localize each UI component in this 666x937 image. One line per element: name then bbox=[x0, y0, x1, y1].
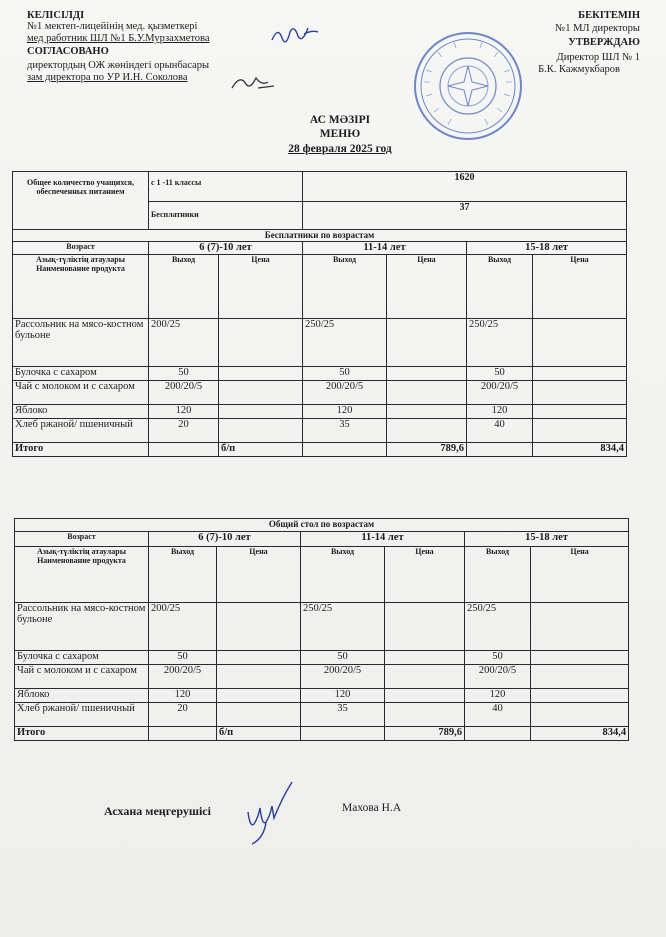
product-name: Булочка с сахаром bbox=[13, 367, 149, 381]
total-label: Итого bbox=[15, 727, 149, 741]
menu-table-general bbox=[14, 518, 629, 741]
vyhod-header-3: Выход bbox=[467, 255, 533, 319]
vyhod-header-1: Выход bbox=[149, 547, 217, 603]
total-g1: б/п bbox=[217, 727, 301, 741]
classes-value: 1620 bbox=[303, 172, 627, 202]
table-row bbox=[13, 381, 627, 405]
age-group-3: 15-18 лет bbox=[467, 242, 627, 255]
output-g1: 200/25 bbox=[149, 603, 217, 651]
product-name: Чай с молоком и с сахаром bbox=[15, 665, 149, 689]
cena-header-2: Цена bbox=[387, 255, 467, 319]
product-name: Чай с молоком и с сахаром bbox=[13, 381, 149, 405]
free-value: 37 bbox=[303, 202, 627, 230]
cena-header-3: Цена bbox=[533, 255, 627, 319]
title-date: 28 февраля 2025 год bbox=[288, 143, 392, 155]
age-group-1: 6 (7)-10 лет bbox=[149, 532, 301, 547]
output-g3: 200/20/5 bbox=[465, 665, 531, 689]
table-row bbox=[13, 319, 627, 367]
output-g2: 120 bbox=[301, 689, 385, 703]
output-g2: 250/25 bbox=[303, 319, 387, 367]
age-group-3: 15-18 лет bbox=[465, 532, 629, 547]
table-row bbox=[15, 603, 629, 651]
product-name: Хлеб ржаной/ пшеничный bbox=[15, 703, 149, 727]
cena-header-1: Цена bbox=[217, 547, 301, 603]
total-label: Итого bbox=[13, 443, 149, 457]
output-g3: 120 bbox=[465, 689, 531, 703]
header-left-soglasovano: СОГЛАСОВАНО bbox=[27, 46, 109, 57]
header-right-director-ru: Директор ШЛ № 1 bbox=[556, 52, 640, 63]
output-g3: 40 bbox=[467, 419, 533, 443]
product-header: Азық-түліктің атаулары Наименование продукта bbox=[13, 255, 149, 319]
output-g1: 20 bbox=[149, 419, 219, 443]
title-kz: АС МӘЗІРІ bbox=[309, 114, 371, 126]
vyhod-header-3: Выход bbox=[465, 547, 531, 603]
output-g1: 200/20/5 bbox=[149, 665, 217, 689]
output-g2: 200/20/5 bbox=[303, 381, 387, 405]
menu-table-free bbox=[12, 171, 627, 457]
output-g3: 200/20/5 bbox=[467, 381, 533, 405]
total-row bbox=[15, 727, 629, 741]
vyhod-header-1: Выход bbox=[149, 255, 219, 319]
cena-header-2: Цена bbox=[385, 547, 465, 603]
students-total-label: Общее количество учащихся, обеспеченных питанием bbox=[13, 172, 149, 230]
output-g1: 50 bbox=[149, 651, 217, 665]
product-name: Рассольник на мясо-костном бульоне bbox=[15, 603, 149, 651]
cena-header-1: Цена bbox=[219, 255, 303, 319]
free-label: Бесплатники bbox=[149, 202, 303, 230]
output-g1: 120 bbox=[149, 689, 217, 703]
output-g1: 20 bbox=[149, 703, 217, 727]
age-label: Возраст bbox=[13, 242, 149, 255]
output-g3: 120 bbox=[467, 405, 533, 419]
table-row bbox=[15, 665, 629, 689]
output-g2: 250/25 bbox=[301, 603, 385, 651]
age-group-1: 6 (7)-10 лет bbox=[149, 242, 303, 255]
footer-name: Махова Н.А bbox=[342, 802, 402, 814]
total-g2: 789,6 bbox=[385, 727, 465, 741]
output-g3: 250/25 bbox=[467, 319, 533, 367]
output-g3: 250/25 bbox=[465, 603, 531, 651]
total-g3: 834,4 bbox=[533, 443, 627, 457]
header-right-utverzhdayu: УТВЕРЖДАЮ bbox=[568, 37, 640, 48]
table-row bbox=[15, 651, 629, 665]
product-name: Яблоко bbox=[13, 405, 149, 419]
output-g3: 40 bbox=[465, 703, 531, 727]
table-row bbox=[13, 405, 627, 419]
footer-signature bbox=[240, 778, 300, 848]
section-title-free: Бесплатники по возрастам bbox=[13, 230, 627, 242]
header-left-medworker-kz: №1 мектеп-лицейінің мед. қызметкері bbox=[27, 21, 198, 32]
age-group-2: 11-14 лет bbox=[303, 242, 467, 255]
age-label: Возраст bbox=[15, 532, 149, 547]
total-g3: 834,4 bbox=[531, 727, 629, 741]
output-g2: 120 bbox=[303, 405, 387, 419]
deputy-signature bbox=[228, 72, 278, 96]
table-row bbox=[13, 419, 627, 443]
header-right-bekitemin: БЕКІТЕМІН bbox=[578, 10, 640, 21]
vyhod-header-2: Выход bbox=[303, 255, 387, 319]
output-g2: 35 bbox=[301, 703, 385, 727]
section-title-general: Общий стол по возрастам bbox=[15, 519, 629, 532]
product-header: Азық-түліктің атаулары Наименование продукта bbox=[15, 547, 149, 603]
header-left-kelisildi: КЕЛІСІЛДІ bbox=[27, 10, 85, 21]
output-g2: 35 bbox=[303, 419, 387, 443]
header-left-medworker-ru: мед работник ШЛ №1 Б.У.Мурзахметова bbox=[27, 33, 210, 44]
total-g2: 789,6 bbox=[387, 443, 467, 457]
output-g3: 50 bbox=[467, 367, 533, 381]
output-g3: 50 bbox=[465, 651, 531, 665]
output-g1: 200/20/5 bbox=[149, 381, 219, 405]
footer-label: Асхана меңгерушісі bbox=[104, 804, 211, 818]
header-right-director-name: Б.К. Кажмукбаров bbox=[538, 64, 620, 75]
classes-label: с 1 -11 классы bbox=[149, 172, 303, 202]
title-ru: МЕНЮ bbox=[319, 128, 361, 140]
header-left-deputy-ru: зам директора по УР И.Н. Соколова bbox=[27, 72, 188, 83]
output-g1: 120 bbox=[149, 405, 219, 419]
output-g1: 200/25 bbox=[149, 319, 219, 367]
output-g2: 50 bbox=[301, 651, 385, 665]
total-g1: б/п bbox=[219, 443, 303, 457]
product-name: Хлеб ржаной/ пшеничный bbox=[13, 419, 149, 443]
product-name: Яблоко bbox=[15, 689, 149, 703]
output-g2: 200/20/5 bbox=[301, 665, 385, 689]
output-g1: 50 bbox=[149, 367, 219, 381]
vyhod-header-2: Выход bbox=[301, 547, 385, 603]
table-row bbox=[15, 703, 629, 727]
cena-header-3: Цена bbox=[531, 547, 629, 603]
table-row bbox=[15, 689, 629, 703]
total-row bbox=[13, 443, 627, 457]
header-right-director-kz: №1 МЛ директоры bbox=[555, 23, 640, 34]
product-name: Рассольник на мясо-костном бульоне bbox=[13, 319, 149, 367]
product-name: Булочка с сахаром bbox=[15, 651, 149, 665]
medworker-signature bbox=[268, 20, 320, 50]
table-row bbox=[13, 367, 627, 381]
header-left-deputy-kz: директордың ОЖ жөніндегі орынбасары bbox=[27, 60, 210, 71]
output-g2: 50 bbox=[303, 367, 387, 381]
age-group-2: 11-14 лет bbox=[301, 532, 465, 547]
